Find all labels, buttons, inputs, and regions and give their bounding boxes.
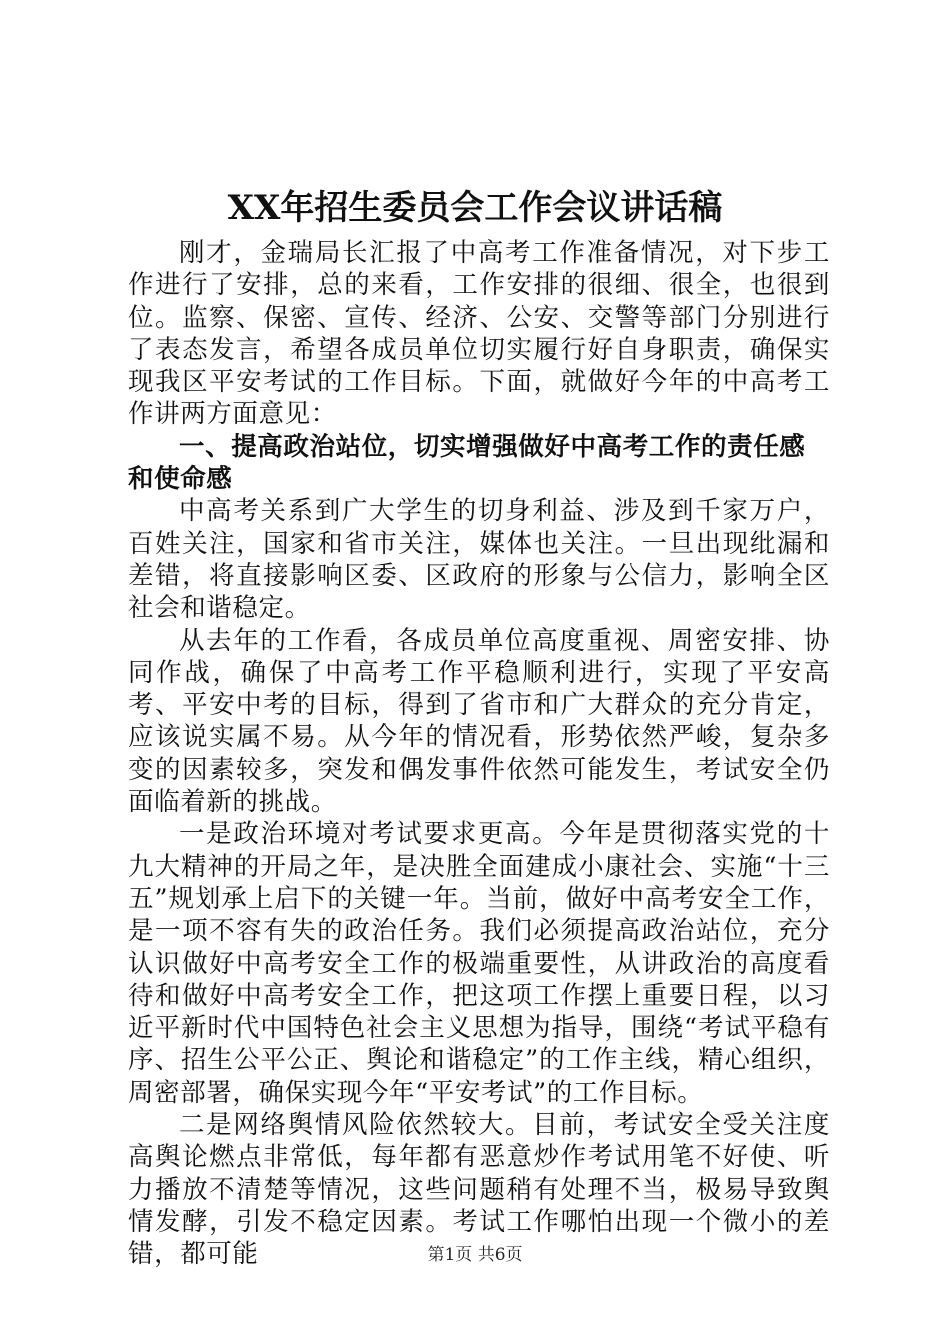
paragraph-network-risk: 二是网络舆情风险依然较大。目前，考试安全受关注度高舆论燃点非常低，每年都有恶意炒作考试用笔不好使、听力播放不清楚等情况，这些问题稍有处理不当，极易导致舆情发酵，引发不稳定因素。考试工作哪怕出现一个微小的差错，都可能 (128, 1110, 830, 1270)
paragraph-intro: 刚才，金瑞局长汇报了中高考工作准备情况，对下步工作进行了安排，总的来看，工作安排的很细、很全，也很到位。监察、保密、宣传、经济、公安、交警等部门分别进行了表态发言，希望各成员单位切实履行好自身职责，确保实现我区平安考试的工作目标。下面，就做好今年的中高考工作讲两方面意见： (128, 238, 830, 430)
paragraph-last-year: 从去年的工作看，各成员单位高度重视、周密安排、协同作战，确保了中高考工作平稳顺利进行，实现了平安高考、平安中考的目标，得到了省市和广大群众的充分肯定，应该说实属不易。从今年的情况看，形势依然严峻，复杂多变的因素较多，突发和偶发事件依然可能发生，考试安全仍面临着新的挑战。 (128, 625, 830, 818)
page-number-footer: 第1页 共6页 (427, 1245, 523, 1265)
section-heading-1: 一、提高政治站位，切实增强做好中高考工作的责任感和使命感 (128, 431, 806, 495)
paragraph-importance: 中高考关系到广大学生的切身利益、涉及到千家万户，百姓关注，国家和省市关注，媒体也关注。一旦出现纰漏和差错，将直接影响区委、区政府的形象与公信力，影响全区社会和谐稳定。 (128, 496, 830, 624)
paragraph-political-environment: 一是政治环境对考试要求更高。今年是贯彻落实党的十九大精神的开局之年，是决胜全面建成小康社会、实施“十三五”规划承上启下的关键一年。当前，做好中高考安全工作，是一项不容有失的政治任务。我们必须提高政治站位，充分认识做好中高考安全工作的极端重要性，从讲政治的高度看待和做好中高考安全工作，把这项工作摆上重要日程，以习近平新时代中国特色社会主义思想为指导，围绕“考试平稳有序、招生公平公正、舆论和谐稳定”的工作主线，精心组织，周密部署，确保实现今年“平安考试”的工作目标。 (128, 819, 830, 1108)
document-body (128, 237, 830, 1271)
document-title: XX年招生委员会工作会议讲话稿 (227, 188, 723, 228)
